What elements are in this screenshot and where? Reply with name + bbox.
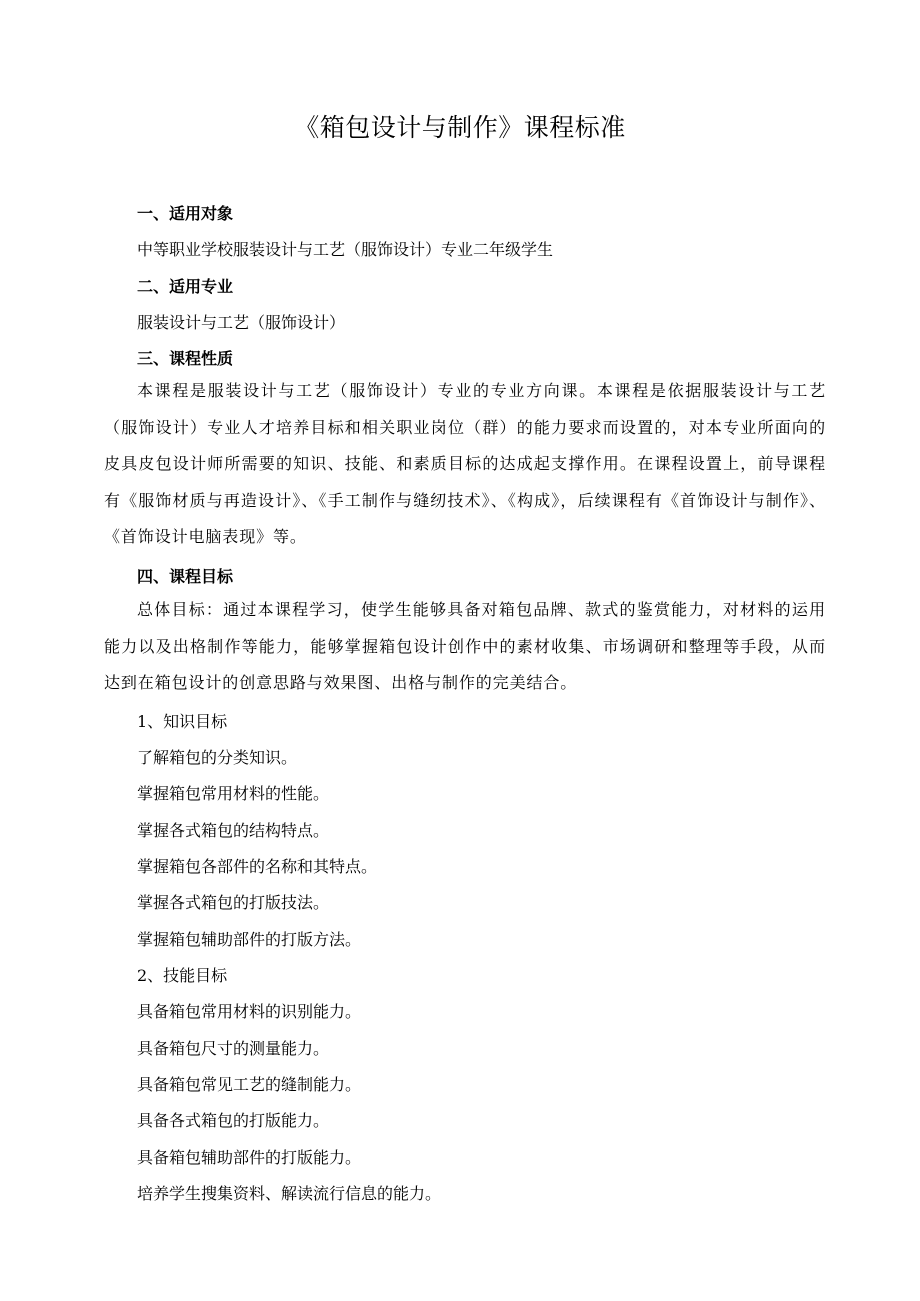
subsection-heading-skills: 2、技能目标 bbox=[137, 966, 228, 985]
knowledge-item: 掌握箱包各部件的名称和其特点。 bbox=[137, 857, 378, 876]
section-heading-course-goals: 四、课程目标 bbox=[137, 567, 234, 586]
section-text-applicable-major: 服装设计与工艺（服饰设计） bbox=[137, 313, 346, 332]
section-heading-course-nature: 三、课程性质 bbox=[137, 349, 234, 368]
section-text-applicable-target: 中等职业学校服装设计与工艺（服饰设计）专业二年级学生 bbox=[137, 240, 554, 259]
skill-item: 具备箱包尺寸的测量能力。 bbox=[137, 1039, 330, 1058]
knowledge-item: 掌握各式箱包的打版技法。 bbox=[137, 893, 330, 912]
document-title: 《箱包设计与制作》课程标准 bbox=[294, 113, 626, 142]
skill-item: 培养学生搜集资料、解读流行信息的能力。 bbox=[137, 1184, 442, 1203]
skill-item: 具备箱包常用材料的识别能力。 bbox=[137, 1002, 362, 1021]
subsection-heading-knowledge: 1、知识目标 bbox=[137, 712, 228, 731]
section-paragraph-course-nature: 本课程是服装设计与工艺（服饰设计）专业的专业方向课。本课程是依据服装设计与工艺（服饰设计）专业人才培养目标和相关职业岗位（群）的能力要求而设置的，对本专业所面向的皮具皮包设计师所需要的知识、技能、和素质目标的达成起支撑作用。在课程设置上，前导课程有《服饰材质与再造设计》、《手工制作与缝纫技术》、《构成》，后续课程有《首饰设计与制作》、《首饰设计电脑表现》等。 bbox=[104, 381, 826, 546]
knowledge-item: 掌握箱包辅助部件的打版方法。 bbox=[137, 930, 362, 949]
skill-item: 具备箱包辅助部件的打版能力。 bbox=[137, 1148, 362, 1167]
skill-item: 具备箱包常见工艺的缝制能力。 bbox=[137, 1075, 362, 1094]
skill-item: 具备各式箱包的打版能力。 bbox=[137, 1111, 330, 1130]
knowledge-item: 掌握各式箱包的结构特点。 bbox=[137, 821, 330, 840]
section-heading-applicable-target: 一、适用对象 bbox=[137, 204, 234, 223]
knowledge-item: 掌握箱包常用材料的性能。 bbox=[137, 784, 330, 803]
section-heading-applicable-major: 二、适用专业 bbox=[137, 277, 234, 296]
knowledge-item: 了解箱包的分类知识。 bbox=[137, 748, 298, 767]
section-paragraph-course-goals: 总体目标：通过本课程学习，使学生能够具备对箱包品牌、款式的鉴赏能力，对材料的运用能力以及出格制作等能力，能够掌握箱包设计创作中的素材收集、市场调研和整理等手段，从而达到在箱包设计的创意思路与效果图、出格与制作的完美结合。 bbox=[104, 600, 826, 692]
